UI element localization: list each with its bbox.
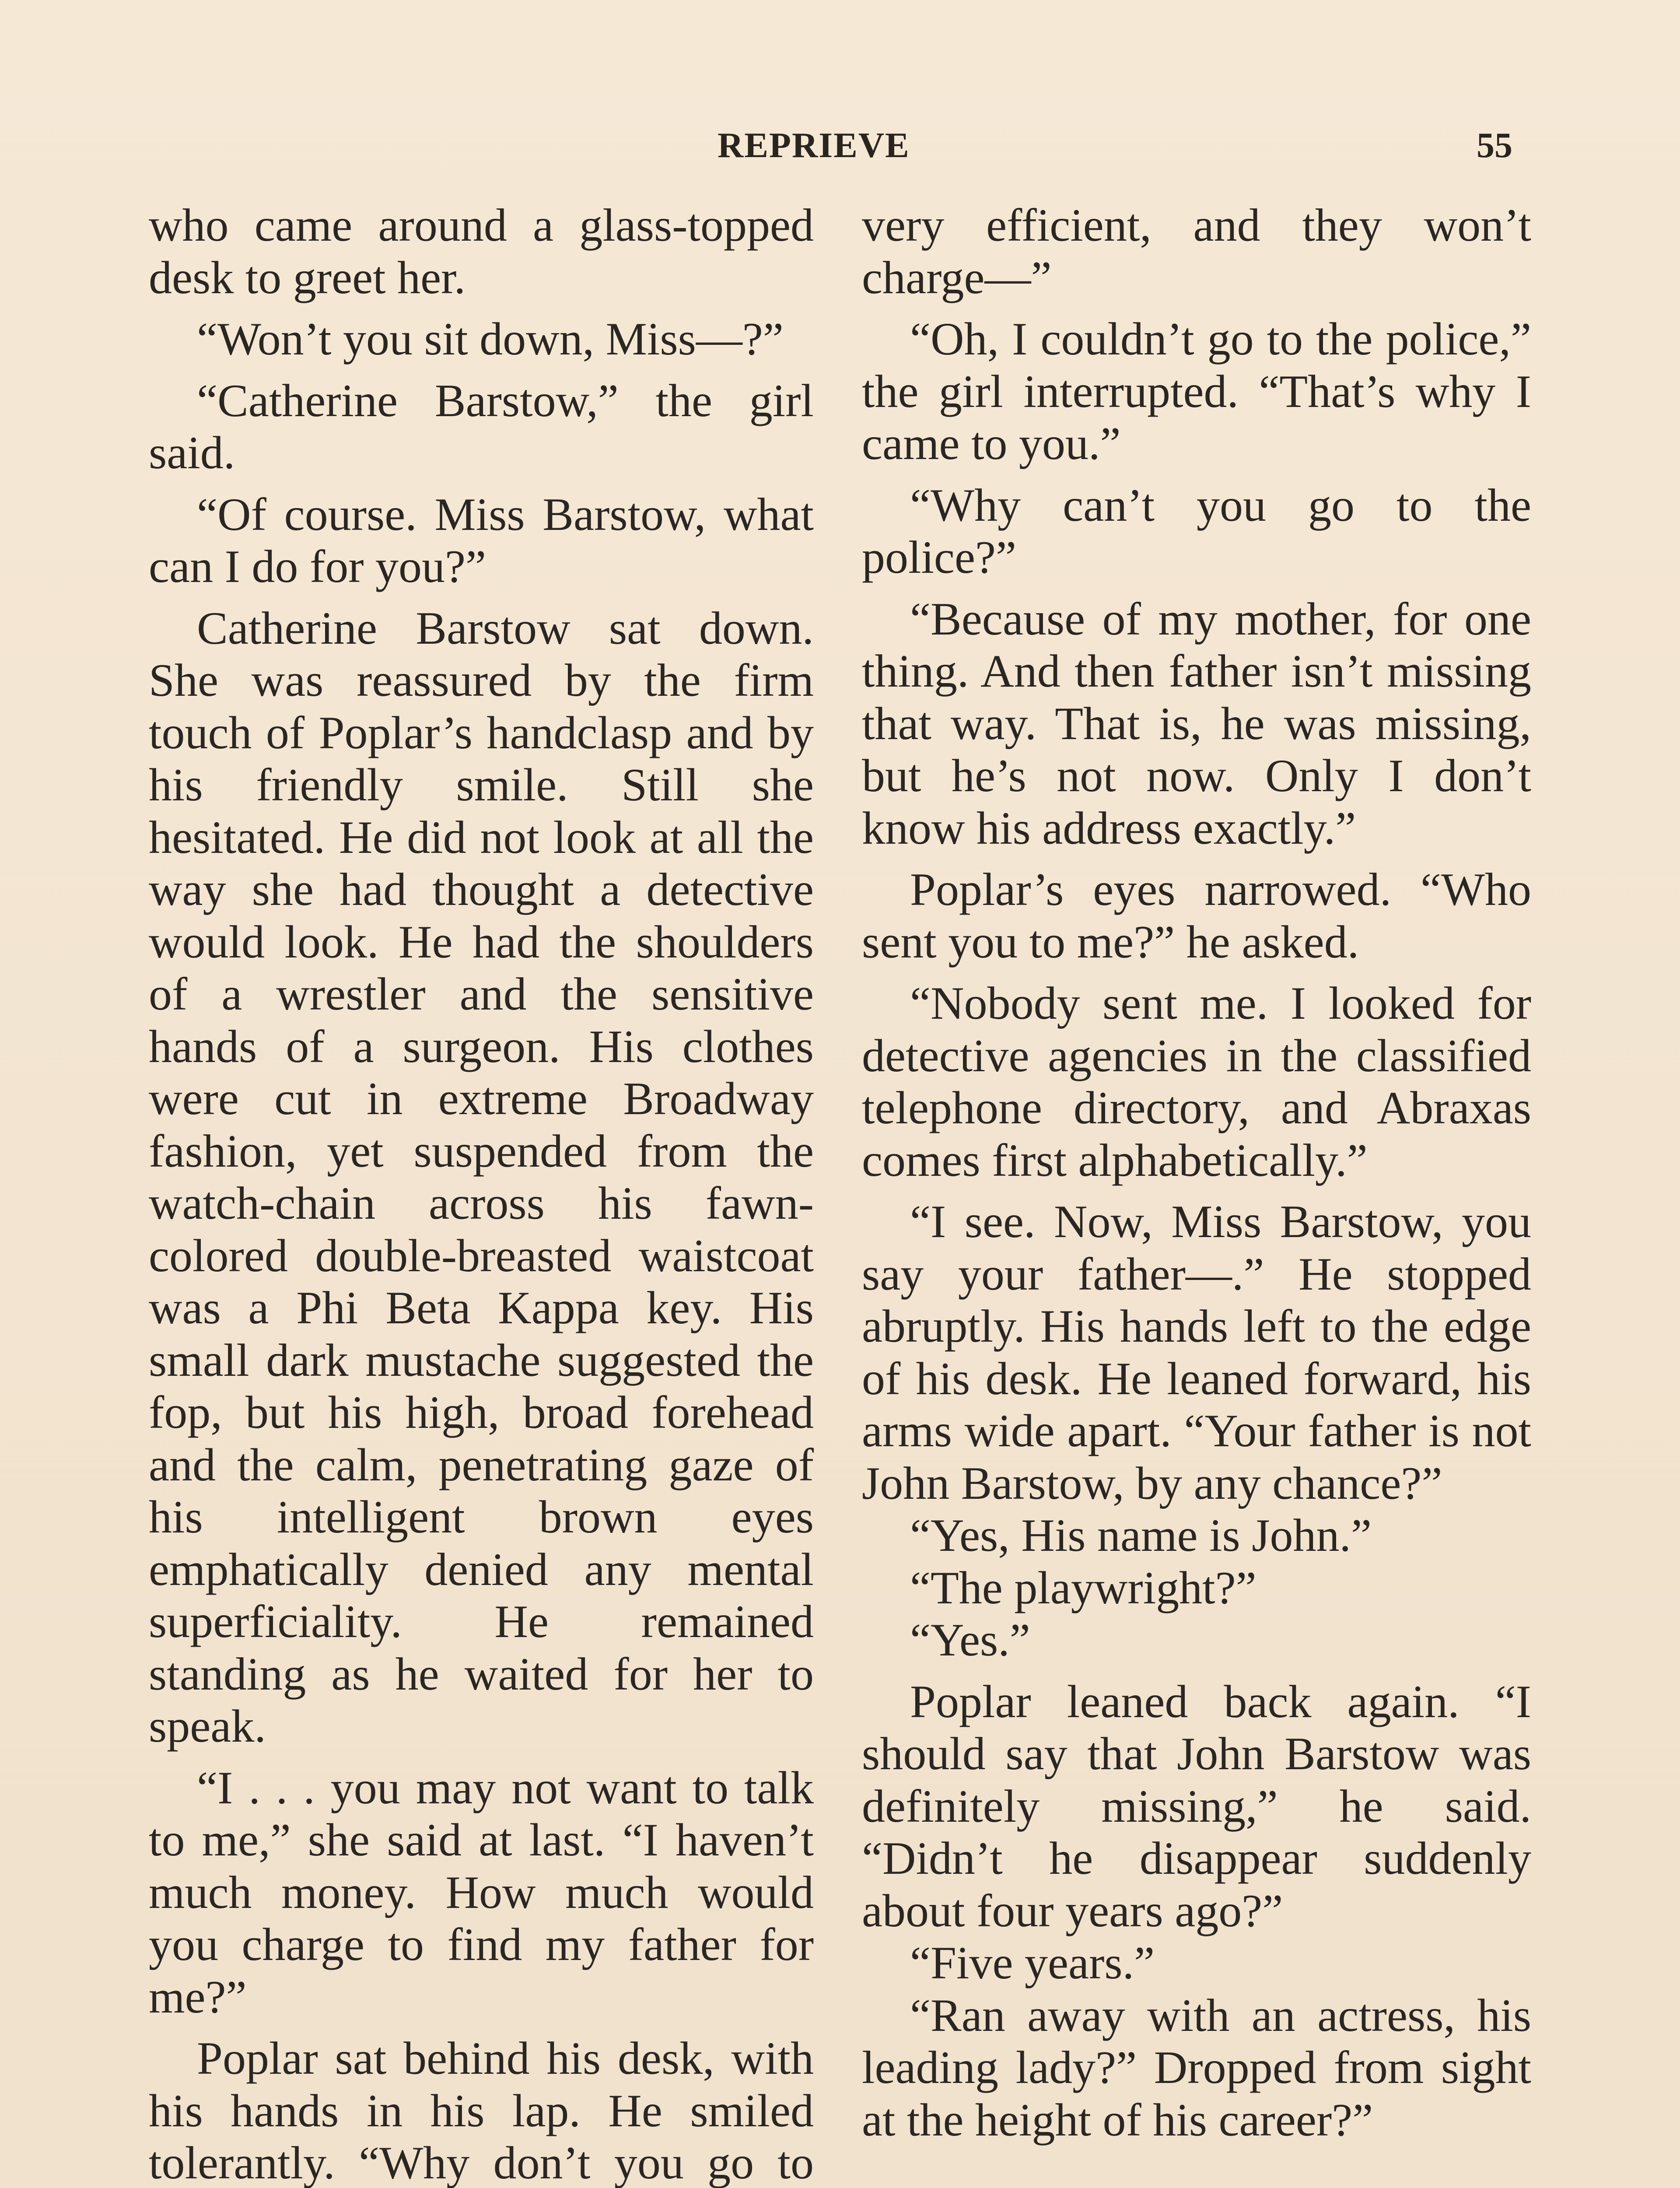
paragraph: “Oh, I couldn’t go to the police,” the girl interrupted. “That’s why I came to you.”	[862, 313, 1531, 469]
paragraph: “The playwright?”	[910, 1562, 1256, 1613]
paragraph: “Yes, His name is John.”	[910, 1510, 1372, 1561]
paragraph: “Catherine Barstow,” the girl said.	[149, 375, 814, 478]
text-column-left	[149, 199, 814, 2188]
paragraph: “I . . . you may not want to talk to me,” she said at last. “I haven’t much money. How much would you charge to find my father for me?”	[149, 1762, 814, 2023]
paragraph: “Five years.”	[910, 1937, 1155, 1988]
paragraph: “Because of my mother, for one thing. And then father isn’t missing that way. That is, he was missing, but he’s not now. Only I don’t know his address exactly.”	[862, 593, 1531, 854]
paragraph: “Why can’t you go to the police?”	[862, 479, 1531, 583]
paragraph: “Yes.”	[910, 1614, 1030, 1666]
paragraph: Poplar sat behind his desk, with his hands in his lap. He smiled tolerantly. “Why don’t you go to	[149, 2033, 814, 2188]
paragraph: “Nobody sent me. I looked for detective agencies in the classified telephone directory, and Abraxas comes first alphabetically.”	[862, 978, 1531, 1186]
paragraph: “Won’t you sit down, Miss—?”	[197, 313, 784, 365]
paragraph: who came around a glass-topped desk to greet her.	[149, 200, 814, 303]
paragraph: Poplar’s eyes narrowed. “Who sent you to me?” he asked.	[862, 864, 1531, 968]
paragraph: “I see. Now, Miss Barstow, you say your father—.” He stopped abruptly. His hands left to the edge of his desk. He leaned forward, his arms wide apart. “Your father is not John Barstow, by any chance?”	[862, 1196, 1531, 1509]
page-number: 55	[1477, 125, 1512, 165]
paragraph: “Of course. Miss Barstow, what can I do for you?”	[149, 488, 814, 592]
paragraph: “Ran away with an actress, his leading lady?” Dropped from sight at the height of his career?”	[862, 1989, 1531, 2146]
paragraph: very efficient, and they won’t charge—”	[862, 200, 1531, 303]
text-column-right	[862, 199, 1531, 2155]
paragraph: Poplar leaned back again. “I should say that John Barstow was definitely missing,” he said. “Didn’t he disappear suddenly about four years ago?”	[862, 1676, 1531, 1936]
running-title: REPRIEVE	[718, 125, 910, 165]
paragraph: Catherine Barstow sat down. She was reassured by the firm touch of Poplar’s handclasp and by his friendly smile. Still she hesitated. He did not look at all the way she had thought a detective would look. He had the shoulders of a wrestler and the sensitive hands of a surgeon. His clothes were cut in extreme Broadway fashion, yet suspended from the watch-chain across his fawn-colored double-breasted waistcoat was a Phi Beta Kappa key. His small dark mustache suggested the fop, but his high, broad forehead and the calm, penetrating gaze of his intelligent brown eyes emphatically denied any mental superficiality. He remained standing as he waited for her to speak.	[149, 602, 814, 1752]
